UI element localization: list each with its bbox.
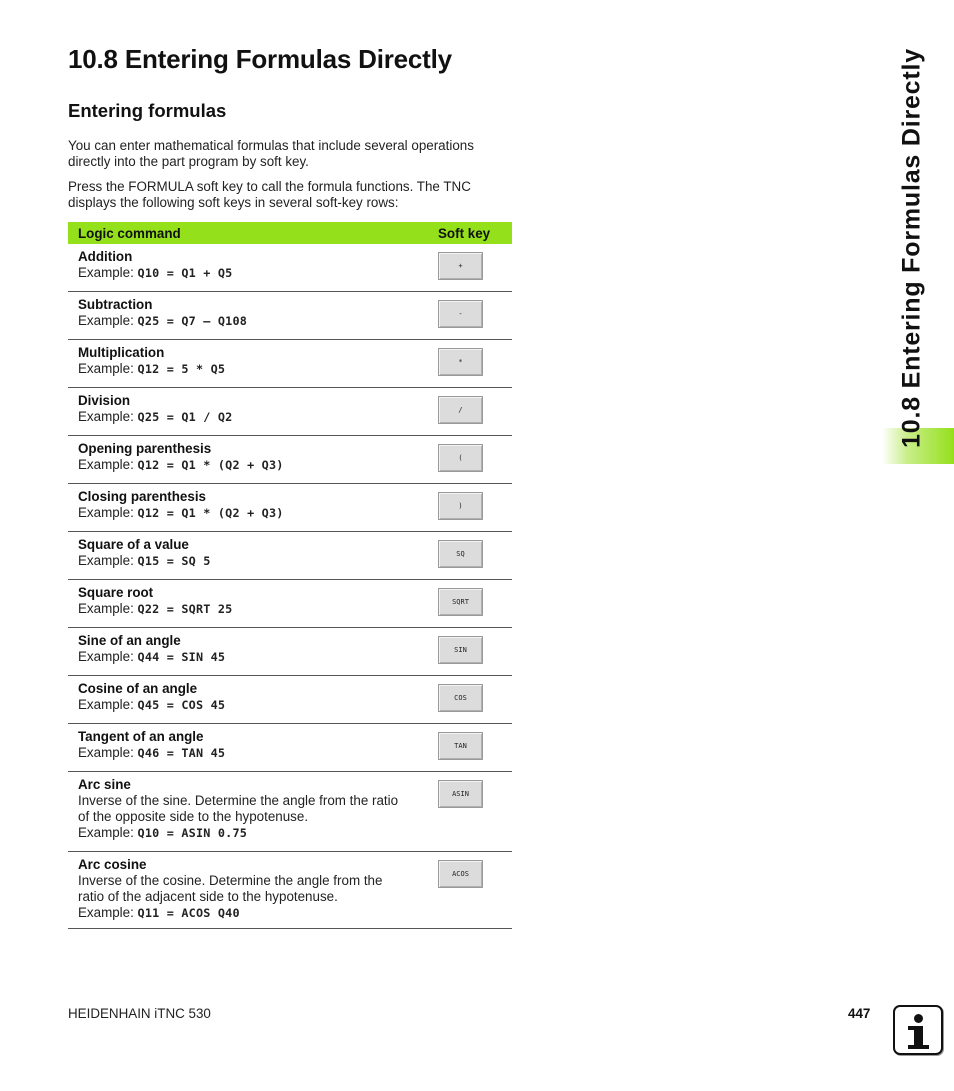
example-label: Example: bbox=[78, 505, 138, 520]
example-code: Q15 = SQ 5 bbox=[137, 554, 211, 568]
softkey-button[interactable]: ACOS bbox=[438, 860, 483, 888]
example-label: Example: bbox=[78, 825, 138, 840]
command-name: Subtraction bbox=[78, 297, 153, 312]
command-example bbox=[78, 457, 412, 473]
command-description: Inverse of the cosine. Determine the angle from the ratio of the adjacent side to the hypotenuse. bbox=[78, 873, 383, 904]
logic-command-table bbox=[68, 222, 512, 929]
table-row bbox=[68, 724, 512, 772]
example-label: Example: bbox=[78, 745, 138, 760]
table-row bbox=[68, 772, 512, 852]
example-label: Example: bbox=[78, 601, 138, 616]
example-code: Q44 = SIN 45 bbox=[137, 650, 226, 664]
command-name: Multiplication bbox=[78, 345, 165, 360]
command-example bbox=[78, 361, 412, 377]
softkey-button[interactable]: TAN bbox=[438, 732, 483, 760]
command-name: Sine of an angle bbox=[78, 633, 181, 648]
command-description: Inverse of the sine. Determine the angle from the ratio of the opposite side to the hypotenuse. bbox=[78, 793, 399, 824]
example-code: Q10 = Q1 + Q5 bbox=[137, 266, 233, 280]
command-example bbox=[78, 553, 412, 569]
table-row bbox=[68, 484, 512, 532]
softkey-button[interactable]: - bbox=[438, 300, 483, 328]
example-label: Example: bbox=[78, 313, 138, 328]
softkey-button[interactable]: / bbox=[438, 396, 483, 424]
example-label: Example: bbox=[78, 265, 138, 280]
example-code: Q12 = 5 * Q5 bbox=[137, 362, 226, 376]
table-row bbox=[68, 388, 512, 436]
table-row bbox=[68, 580, 512, 628]
softkey-button[interactable]: SIN bbox=[438, 636, 483, 664]
info-icon bbox=[893, 1005, 943, 1055]
softkey-button[interactable]: + bbox=[438, 252, 483, 280]
softkey-button[interactable]: SQ bbox=[438, 540, 483, 568]
table-row bbox=[68, 292, 512, 340]
softkey-button[interactable]: COS bbox=[438, 684, 483, 712]
example-label: Example: bbox=[78, 697, 138, 712]
command-example bbox=[78, 313, 412, 329]
command-name: Tangent of an angle bbox=[78, 729, 204, 744]
command-example bbox=[78, 745, 412, 761]
softkey-button[interactable]: ASIN bbox=[438, 780, 483, 808]
table-row bbox=[68, 532, 512, 580]
table-header bbox=[68, 222, 512, 244]
example-code: Q22 = SQRT 25 bbox=[137, 602, 233, 616]
command-name: Closing parenthesis bbox=[78, 489, 206, 504]
example-label: Example: bbox=[78, 553, 138, 568]
softkey-button[interactable]: ( bbox=[438, 444, 483, 472]
example-code: Q10 = ASIN 0.75 bbox=[137, 826, 248, 840]
header-soft-key: Soft key bbox=[438, 225, 491, 241]
example-code: Q25 = Q1 / Q2 bbox=[137, 410, 233, 424]
command-example bbox=[78, 825, 412, 841]
example-label: Example: bbox=[78, 409, 138, 424]
table-row bbox=[68, 436, 512, 484]
table-row bbox=[68, 340, 512, 388]
table-row bbox=[68, 628, 512, 676]
example-label: Example: bbox=[78, 649, 138, 664]
softkey-button[interactable]: ) bbox=[438, 492, 483, 520]
softkey-button[interactable]: SQRT bbox=[438, 588, 483, 616]
page-number: 447 bbox=[848, 1006, 871, 1021]
command-name: Square root bbox=[78, 585, 154, 600]
header-logic-command: Logic command bbox=[78, 225, 181, 241]
softkey-button[interactable]: * bbox=[438, 348, 483, 376]
example-code: Q25 = Q7 – Q108 bbox=[137, 314, 248, 328]
footer-product: HEIDENHAIN iTNC 530 bbox=[68, 1006, 211, 1021]
example-label: Example: bbox=[78, 361, 138, 376]
command-name: Arc cosine bbox=[78, 857, 147, 872]
example-label: Example: bbox=[78, 905, 138, 920]
intro-paragraph-1: You can enter mathematical formulas that include several operations directly into the part program by soft key. bbox=[68, 138, 474, 169]
example-code: Q46 = TAN 45 bbox=[137, 746, 226, 760]
command-example bbox=[78, 905, 412, 921]
command-example bbox=[78, 265, 412, 281]
chapter-title: 10.8 Entering Formulas Directly bbox=[68, 44, 452, 74]
table-body bbox=[68, 244, 512, 929]
command-example bbox=[78, 697, 412, 713]
side-chapter-title: 10.8 Entering Formulas Directly bbox=[897, 48, 926, 448]
command-name: Division bbox=[78, 393, 131, 408]
command-name: Arc sine bbox=[78, 777, 131, 792]
example-code: Q11 = ACOS Q40 bbox=[137, 906, 240, 920]
command-example bbox=[78, 409, 412, 425]
intro-paragraph-2: Press the FORMULA soft key to call the formula functions. The TNC displays the following soft keys in several soft-key rows: bbox=[68, 179, 471, 210]
command-name: Square of a value bbox=[78, 537, 189, 552]
table-row bbox=[68, 676, 512, 724]
section-title: Entering formulas bbox=[68, 100, 227, 121]
table-row bbox=[68, 244, 512, 292]
command-name: Cosine of an angle bbox=[78, 681, 198, 696]
example-code: Q45 = COS 45 bbox=[137, 698, 226, 712]
command-example bbox=[78, 601, 412, 617]
command-example bbox=[78, 649, 412, 665]
table-row bbox=[68, 852, 512, 929]
example-label: Example: bbox=[78, 457, 138, 472]
command-example bbox=[78, 505, 412, 521]
example-code: Q12 = Q1 * (Q2 + Q3) bbox=[137, 506, 284, 520]
command-name: Opening parenthesis bbox=[78, 441, 212, 456]
example-code: Q12 = Q1 * (Q2 + Q3) bbox=[137, 458, 284, 472]
command-name: Addition bbox=[78, 249, 133, 264]
